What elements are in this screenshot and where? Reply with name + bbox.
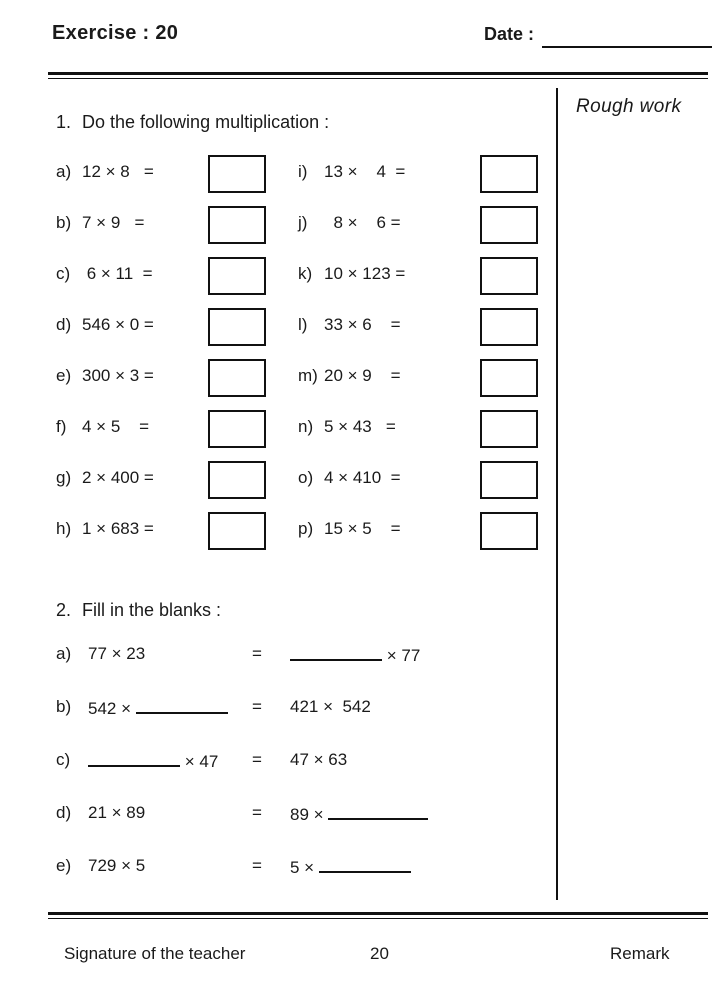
- problem-item-p: [298, 509, 548, 549]
- left-expression-text: × 47: [180, 752, 219, 771]
- equals-sign: =: [252, 644, 262, 663]
- problem-row: [56, 509, 546, 560]
- answer-box-i[interactable]: [480, 155, 538, 193]
- answer-box-k[interactable]: [480, 257, 538, 295]
- item-expression: 7 × 9 =: [82, 213, 145, 232]
- equals-sign: =: [252, 803, 262, 822]
- answer-box-e[interactable]: [208, 359, 266, 397]
- answer-box-b[interactable]: [208, 206, 266, 244]
- blank-line-a[interactable]: [290, 644, 382, 661]
- problem-row: [56, 254, 546, 305]
- footer-divider-rule: [48, 912, 708, 919]
- exercise-title: Exercise : 20: [52, 22, 179, 44]
- problem-row: [56, 458, 546, 509]
- problem-row: [56, 203, 546, 254]
- answer-box-f[interactable]: [208, 410, 266, 448]
- problem-item-m: [298, 356, 548, 396]
- problem-item-a: [56, 152, 296, 192]
- equals-sign: =: [252, 697, 262, 716]
- left-expression: 77 × 23: [88, 644, 146, 663]
- question-1-items: [56, 152, 546, 560]
- item-label: h): [56, 519, 72, 538]
- item-label: o): [298, 468, 314, 487]
- fill-blank-row-d: [56, 801, 536, 854]
- problem-item-e: [56, 356, 296, 396]
- problem-item-c: [56, 254, 296, 294]
- answer-box-c[interactable]: [208, 257, 266, 295]
- date-blank-line[interactable]: [542, 46, 712, 48]
- item-label: b): [56, 697, 72, 716]
- item-label: g): [56, 468, 72, 487]
- problem-item-f: [56, 407, 296, 447]
- item-label: p): [298, 519, 314, 538]
- left-expression: [88, 697, 228, 719]
- item-label: a): [56, 162, 72, 181]
- question-1-number: 1.: [56, 112, 72, 132]
- question-2-rows: [56, 642, 536, 907]
- item-expression: 15 × 5 =: [324, 519, 401, 538]
- remark-label: Remark: [610, 944, 670, 963]
- question-1-text: Do the following multiplication :: [82, 112, 330, 132]
- right-expression-text: × 77: [382, 646, 421, 665]
- item-expression: 13 × 4 =: [324, 162, 406, 181]
- blank-line-d[interactable]: [328, 803, 428, 820]
- item-expression: 1 × 683 =: [82, 519, 154, 538]
- answer-box-l[interactable]: [480, 308, 538, 346]
- problem-item-k: [298, 254, 548, 294]
- question-1-heading: [56, 112, 329, 133]
- fill-blank-row-a: [56, 642, 536, 695]
- answer-box-o[interactable]: [480, 461, 538, 499]
- item-expression: 4 × 410 =: [324, 468, 401, 487]
- blank-line-b[interactable]: [136, 697, 228, 714]
- equals-sign: =: [252, 750, 262, 769]
- item-label: e): [56, 366, 72, 385]
- question-2-text: Fill in the blanks :: [82, 600, 222, 620]
- signature-label: Signature of the teacher: [64, 944, 246, 963]
- item-expression: 33 × 6 =: [324, 315, 401, 334]
- equals-sign: =: [252, 856, 262, 875]
- problem-item-g: [56, 458, 296, 498]
- problem-item-b: [56, 203, 296, 243]
- item-expression: 546 × 0 =: [82, 315, 154, 334]
- item-label: c): [56, 750, 71, 769]
- item-label: d): [56, 315, 72, 334]
- item-expression: 2 × 400 =: [82, 468, 154, 487]
- blank-line-c[interactable]: [88, 750, 180, 767]
- question-2-number: 2.: [56, 600, 72, 620]
- item-label: e): [56, 856, 72, 875]
- item-label: m): [298, 366, 318, 385]
- item-label: k): [298, 264, 313, 283]
- page-header: [48, 22, 712, 56]
- item-label: a): [56, 644, 72, 663]
- right-expression-text: 5 ×: [290, 858, 319, 877]
- problem-item-j: [298, 203, 548, 243]
- answer-box-n[interactable]: [480, 410, 538, 448]
- problem-item-h: [56, 509, 296, 549]
- page-footer: [48, 944, 712, 974]
- left-expression: [88, 750, 218, 772]
- right-expression-text: 89 ×: [290, 805, 329, 824]
- answer-box-m[interactable]: [480, 359, 538, 397]
- item-expression: 8 × 6 =: [324, 213, 401, 232]
- problem-row: [56, 407, 546, 458]
- item-expression: 6 × 11 =: [82, 264, 153, 283]
- left-expression-text: 542 ×: [88, 699, 136, 718]
- item-label: i): [298, 162, 308, 181]
- item-expression: 300 × 3 =: [82, 366, 154, 385]
- fill-blank-row-e: [56, 854, 536, 907]
- left-expression: 21 × 89: [88, 803, 146, 822]
- question-2-heading: [56, 600, 221, 621]
- item-label: f): [56, 417, 67, 436]
- rough-work-divider: [556, 88, 558, 900]
- blank-line-e[interactable]: [319, 856, 411, 873]
- right-expression: 47 × 63: [290, 750, 348, 769]
- item-expression: 10 × 123 =: [324, 264, 406, 283]
- answer-box-a[interactable]: [208, 155, 266, 193]
- rough-work-label: Rough work: [576, 96, 682, 117]
- item-label: n): [298, 417, 314, 436]
- right-expression: [290, 644, 420, 666]
- answer-box-h[interactable]: [208, 512, 266, 550]
- page-number: 20: [370, 944, 389, 963]
- item-label: d): [56, 803, 72, 822]
- problem-item-l: [298, 305, 548, 345]
- item-expression: 4 × 5 =: [82, 417, 150, 436]
- right-expression: [290, 856, 411, 878]
- item-label: b): [56, 213, 72, 232]
- answer-box-p[interactable]: [480, 512, 538, 550]
- problem-item-d: [56, 305, 296, 345]
- item-expression: 20 × 9 =: [324, 366, 401, 385]
- item-label: j): [298, 213, 308, 232]
- item-label: l): [298, 315, 308, 334]
- date-label: Date :: [484, 24, 535, 44]
- item-label: c): [56, 264, 71, 283]
- answer-box-g[interactable]: [208, 461, 266, 499]
- answer-box-d[interactable]: [208, 308, 266, 346]
- problem-item-i: [298, 152, 548, 192]
- right-expression: [290, 803, 428, 825]
- fill-blank-row-c: [56, 748, 536, 801]
- item-expression: 12 × 8 =: [82, 162, 154, 181]
- problem-row: [56, 305, 546, 356]
- right-expression: 421 × 542: [290, 697, 371, 716]
- problem-item-n: [298, 407, 548, 447]
- fill-blank-row-b: [56, 695, 536, 748]
- item-expression: 5 × 43 =: [324, 417, 396, 436]
- left-expression: 729 × 5: [88, 856, 146, 875]
- problem-item-o: [298, 458, 548, 498]
- problem-row: [56, 356, 546, 407]
- problem-row: [56, 152, 546, 203]
- header-divider-rule: [48, 72, 708, 79]
- answer-box-j[interactable]: [480, 206, 538, 244]
